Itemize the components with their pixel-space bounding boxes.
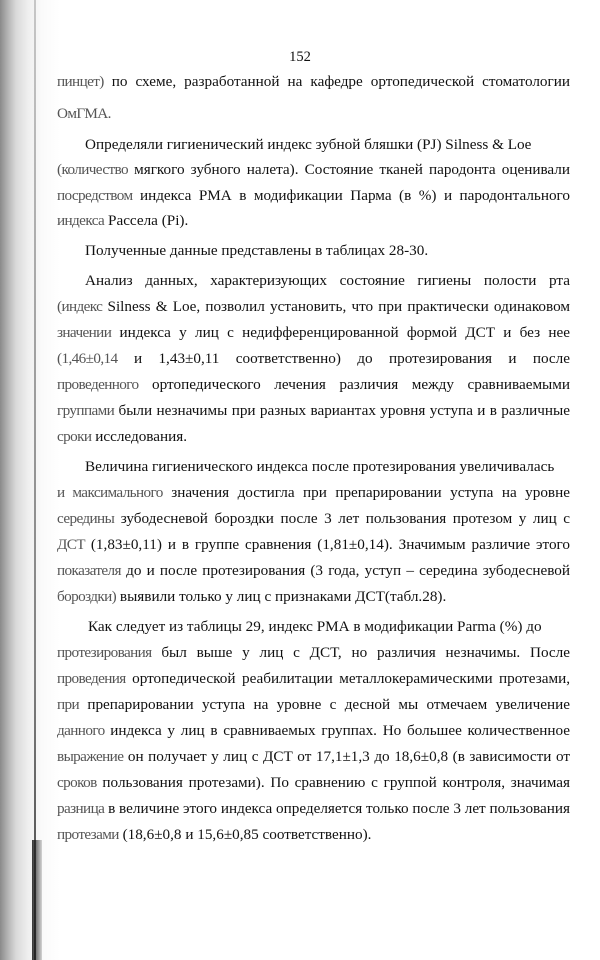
margin-faded-text: группами	[57, 402, 115, 419]
line-text: Как следует из таблицы 29, индекс РМА в модификации Parma (%) до	[88, 618, 542, 635]
line-text: (18,6±0,8 и 15,6±0,85 соответственно).	[118, 826, 372, 843]
scan-spine-dark-corner	[32, 840, 42, 960]
line-text: до и после протезирования (3 года, уступ – середина зубодесневой	[120, 562, 570, 579]
text-line	[57, 483, 570, 503]
text-line	[85, 457, 570, 477]
margin-faded-text: (1,46±0,14	[57, 350, 118, 367]
line-text: пользования протезами). По сравнению с группой контроля, значимая	[96, 774, 570, 791]
margin-faded-text: и максимального	[57, 484, 163, 501]
text-line	[57, 669, 570, 689]
line-text: зубодесневой бороздки после 3 лет пользования протезом у лиц с	[114, 510, 570, 527]
text-line	[57, 509, 570, 529]
text-line	[57, 773, 570, 793]
text-line	[57, 825, 570, 845]
text-line	[57, 297, 570, 317]
text-line	[57, 186, 570, 206]
margin-faded-text: ДСТ	[57, 536, 85, 553]
margin-faded-text: при	[57, 696, 80, 713]
margin-faded-text: протезами	[57, 826, 119, 843]
margin-faded-text: выражение	[57, 748, 124, 765]
margin-faded-text: бороздки)	[57, 588, 117, 605]
margin-faded-text: разница	[57, 800, 105, 817]
line-text: Величина гигиенического индекса после протезирования увеличивалась	[85, 458, 555, 475]
margin-faded-text: посредством	[57, 187, 133, 204]
line-text: исследования.	[91, 428, 188, 445]
margin-faded-text: протезирования	[57, 644, 152, 661]
margin-faded-text: (индекс	[57, 298, 103, 315]
line-text: значения достигла при препарировании уступа на уровне	[162, 484, 570, 501]
line-text: в величине этого индекса определяется только после 3 лет пользования	[104, 800, 570, 817]
line-text: индекса РМА в модификации Парма (в %) и пародонтального	[132, 187, 570, 204]
text-line	[57, 695, 570, 715]
text-line	[85, 271, 570, 291]
text-line	[57, 72, 570, 92]
text-line	[85, 241, 570, 261]
line-text: и 1,43±0,11 соответственно) до протезирования и после	[117, 350, 570, 367]
line-text: Анализ данных, характеризующих состояние гигиены полости рта	[85, 272, 570, 289]
text-line	[57, 561, 570, 581]
text-line	[57, 211, 570, 231]
text-line	[57, 160, 570, 180]
text-line	[57, 427, 570, 447]
text-line	[85, 135, 570, 155]
line-text: выявили только у лиц с признаками ДСТ(табл.28).	[116, 588, 447, 605]
margin-faded-text: сроки	[57, 428, 92, 445]
line-text: Silness & Loe, позволил установить, что при практически одинаковом	[102, 298, 570, 315]
line-text: Полученные данные представлены в таблицах 28-30.	[85, 242, 429, 259]
margin-faded-text: ОмГМА.	[57, 105, 111, 122]
margin-faded-text: проведения	[57, 670, 126, 687]
text-line	[57, 747, 570, 767]
text-line	[57, 349, 570, 369]
margin-faded-text: сроков	[57, 774, 97, 791]
line-text: он получает у лиц с ДСТ от 17,1±1,3 до 18,6±0,8 (в зависимости от	[123, 748, 570, 765]
text-line	[57, 401, 570, 421]
line-text: ортопедической реабилитации металлокерамическими протезами,	[125, 670, 570, 687]
text-line	[57, 323, 570, 343]
scan-spine-line	[34, 0, 36, 960]
line-text: мягкого зубного налета). Состояние тканей пародонта оценивали	[127, 161, 570, 178]
line-text: были незначимы при разных вариантах уровня уступа и в различные	[114, 402, 570, 419]
margin-faded-text: (количество	[57, 161, 128, 178]
scan-spine-shadow	[0, 0, 60, 960]
margin-faded-text: данного	[57, 722, 105, 739]
line-text: индекса у лиц в сравниваемых группах. Но большее количественное	[104, 722, 570, 739]
text-line	[57, 104, 570, 124]
text-line	[88, 617, 570, 637]
text-line	[57, 721, 570, 741]
text-line	[57, 799, 570, 819]
line-text: по схеме, разработанной на кафедре ортопедической стоматологии	[103, 73, 570, 90]
text-line	[57, 643, 570, 663]
margin-faded-text: индекса	[57, 212, 105, 229]
text-line	[57, 587, 570, 607]
margin-faded-text: пинцет)	[57, 73, 104, 90]
text-line	[57, 535, 570, 555]
line-text: (1,83±0,11) и в группе сравнения (1,81±0,14). Значимым различие этого	[84, 536, 570, 553]
line-text: Рассела (Pi).	[104, 212, 189, 229]
page-number: 152	[289, 49, 311, 65]
margin-faded-text: показателя	[57, 562, 121, 579]
line-text: ортопедического лечения различия между сравниваемыми	[138, 376, 570, 393]
line-text: препарировании уступа на уровне с десной мы отмечаем увеличение	[79, 696, 570, 713]
line-text: Определяли гигиенический индекс зубной бляшки (PJ) Silness & Loe	[85, 136, 532, 153]
margin-faded-text: значении	[57, 324, 112, 341]
line-text: индекса у лиц с недифференцированной формой ДСТ и без нее	[111, 324, 570, 341]
margin-faded-text: проведенного	[57, 376, 139, 393]
margin-faded-text: середины	[57, 510, 115, 527]
text-line	[57, 375, 570, 395]
line-text: был выше у лиц с ДСТ, но различия незначимы. После	[151, 644, 570, 661]
